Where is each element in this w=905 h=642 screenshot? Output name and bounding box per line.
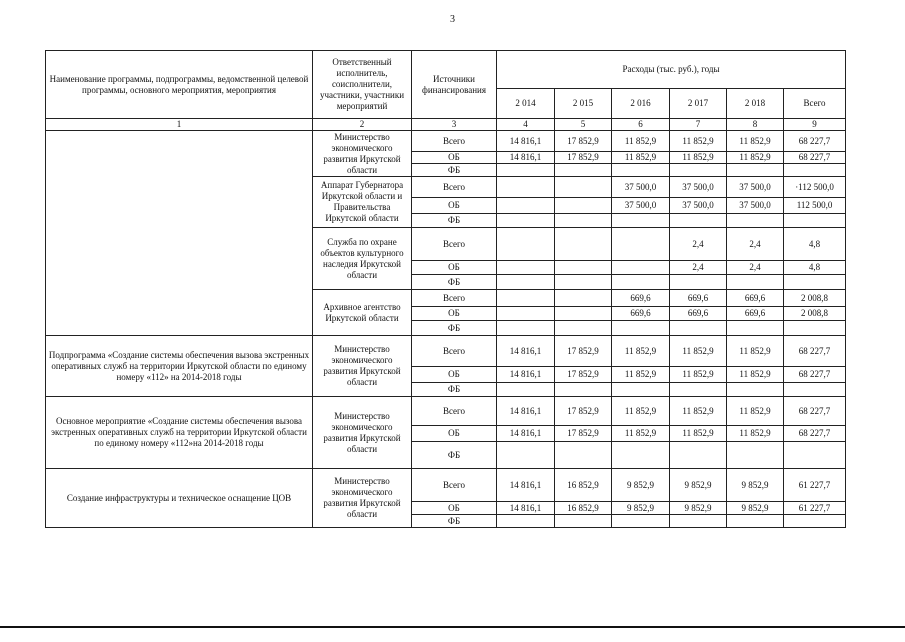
year-value-cell: 17 852,9 <box>555 426 612 442</box>
funding-source-cell: Всего <box>412 228 497 261</box>
year-value-cell <box>497 177 555 198</box>
year-value-cell: 37 500,0 <box>612 198 670 214</box>
year-value-cell <box>497 290 555 307</box>
year-value-cell <box>670 383 727 397</box>
year-value-cell: 11 852,9 <box>727 152 784 164</box>
year-value-cell <box>670 275 727 290</box>
year-value-cell: 14 816,1 <box>497 336 555 367</box>
year-value-cell <box>670 214 727 228</box>
table-row <box>46 397 846 426</box>
year-value-cell <box>555 290 612 307</box>
year-value-cell: 37 500,0 <box>727 198 784 214</box>
funding-source-cell: ОБ <box>412 502 497 515</box>
total-value-cell: 68 227,7 <box>784 152 846 164</box>
total-value-cell <box>784 275 846 290</box>
total-value-cell <box>784 383 846 397</box>
year-value-cell <box>497 383 555 397</box>
funding-source-cell: ОБ <box>412 152 497 164</box>
year-value-cell: 14 816,1 <box>497 131 555 152</box>
year-value-cell <box>497 164 555 177</box>
funding-source-cell: ФБ <box>412 515 497 528</box>
year-value-cell <box>497 275 555 290</box>
col-number: 2 <box>313 119 412 131</box>
funding-source-cell: ОБ <box>412 198 497 214</box>
funding-source-cell: ОБ <box>412 261 497 275</box>
total-value-cell: 4,8 <box>784 261 846 275</box>
funding-source-cell: ОБ <box>412 367 497 383</box>
budget-table <box>45 50 846 528</box>
year-value-cell: 2,4 <box>727 261 784 275</box>
program-name-cell <box>46 131 313 336</box>
year-value-cell: 11 852,9 <box>727 397 784 426</box>
year-value-cell: 14 816,1 <box>497 426 555 442</box>
year-value-cell: 37 500,0 <box>670 198 727 214</box>
year-value-cell: 669,6 <box>612 307 670 321</box>
funding-source-cell: Всего <box>412 177 497 198</box>
funding-source-cell: ФБ <box>412 383 497 397</box>
year-value-cell <box>555 177 612 198</box>
header-year: 2 018 <box>727 89 784 119</box>
header-year: 2 016 <box>612 89 670 119</box>
total-value-cell: 4,8 <box>784 228 846 261</box>
year-value-cell: 9 852,9 <box>727 469 784 502</box>
year-value-cell <box>670 515 727 528</box>
year-value-cell: 11 852,9 <box>670 426 727 442</box>
year-value-cell: 669,6 <box>727 307 784 321</box>
funding-source-cell: ФБ <box>412 321 497 336</box>
year-value-cell <box>497 515 555 528</box>
year-value-cell: 37 500,0 <box>670 177 727 198</box>
year-value-cell <box>612 164 670 177</box>
year-value-cell: 2,4 <box>727 228 784 261</box>
funding-source-cell: ФБ <box>412 275 497 290</box>
year-value-cell: 11 852,9 <box>727 131 784 152</box>
page-number: 3 <box>450 14 455 25</box>
year-value-cell: 9 852,9 <box>727 502 784 515</box>
funding-source-cell: Всего <box>412 290 497 307</box>
funding-source-cell: ФБ <box>412 164 497 177</box>
table-row <box>46 131 846 152</box>
year-value-cell <box>727 515 784 528</box>
executor-cell: Аппарат Губернатора Иркутской области и Правительства Иркутской области <box>313 177 412 228</box>
year-value-cell: 9 852,9 <box>612 502 670 515</box>
total-value-cell: 61 227,7 <box>784 469 846 502</box>
year-value-cell <box>612 275 670 290</box>
year-value-cell <box>555 515 612 528</box>
total-value-cell: 68 227,7 <box>784 367 846 383</box>
funding-source-cell: ОБ <box>412 307 497 321</box>
year-value-cell <box>555 275 612 290</box>
year-value-cell <box>727 214 784 228</box>
year-value-cell: 11 852,9 <box>612 367 670 383</box>
year-value-cell <box>727 321 784 336</box>
year-value-cell: 14 816,1 <box>497 469 555 502</box>
funding-source-cell: Всего <box>412 131 497 152</box>
total-value-cell: ·112 500,0 <box>784 177 846 198</box>
year-value-cell <box>497 198 555 214</box>
year-value-cell <box>727 275 784 290</box>
funding-source-cell: ОБ <box>412 426 497 442</box>
year-value-cell: 11 852,9 <box>727 336 784 367</box>
year-value-cell: 2,4 <box>670 261 727 275</box>
total-value-cell <box>784 442 846 469</box>
year-value-cell <box>727 383 784 397</box>
year-value-cell <box>670 164 727 177</box>
table-row <box>46 469 846 502</box>
year-value-cell: 14 816,1 <box>497 367 555 383</box>
total-value-cell <box>784 515 846 528</box>
year-value-cell <box>612 442 670 469</box>
year-value-cell <box>612 321 670 336</box>
year-value-cell: 16 852,9 <box>555 502 612 515</box>
header-name: Наименование программы, подпрограммы, ведомственной целевой программы, основного мероприятия, мероприятия <box>46 51 313 119</box>
year-value-cell <box>727 442 784 469</box>
col-number: 9 <box>784 119 846 131</box>
col-number: 5 <box>555 119 612 131</box>
year-value-cell <box>727 164 784 177</box>
funding-source-cell: ФБ <box>412 214 497 228</box>
col-number: 6 <box>612 119 670 131</box>
executor-cell: Министерство экономического развития Иркутской области <box>313 131 412 177</box>
col-number: 3 <box>412 119 497 131</box>
year-value-cell <box>555 383 612 397</box>
funding-source-cell: Всего <box>412 336 497 367</box>
year-value-cell: 11 852,9 <box>612 336 670 367</box>
year-value-cell <box>497 321 555 336</box>
year-value-cell: 11 852,9 <box>670 131 727 152</box>
year-value-cell <box>497 261 555 275</box>
year-value-cell <box>497 214 555 228</box>
year-value-cell: 17 852,9 <box>555 367 612 383</box>
total-value-cell: 112 500,0 <box>784 198 846 214</box>
header-year: 2 017 <box>670 89 727 119</box>
year-value-cell: 16 852,9 <box>555 469 612 502</box>
year-value-cell: 11 852,9 <box>612 426 670 442</box>
year-value-cell <box>670 442 727 469</box>
year-value-cell: 14 816,1 <box>497 397 555 426</box>
year-value-cell <box>555 261 612 275</box>
year-value-cell: 669,6 <box>670 290 727 307</box>
year-value-cell <box>612 214 670 228</box>
header-executor: Ответственный исполнитель, соисполнители, участники, участники мероприятий <box>313 51 412 119</box>
col-number: 7 <box>670 119 727 131</box>
year-value-cell <box>612 261 670 275</box>
funding-source-cell: Всего <box>412 397 497 426</box>
year-value-cell <box>555 228 612 261</box>
funding-source-cell: Всего <box>412 469 497 502</box>
year-value-cell: 11 852,9 <box>670 367 727 383</box>
total-value-cell <box>784 214 846 228</box>
year-value-cell: 669,6 <box>612 290 670 307</box>
year-value-cell: 14 816,1 <box>497 502 555 515</box>
year-value-cell: 11 852,9 <box>612 152 670 164</box>
year-value-cell <box>555 442 612 469</box>
program-name-cell: Создание инфраструктуры и техническое оснащение ЦОВ <box>46 469 313 528</box>
year-value-cell: 17 852,9 <box>555 152 612 164</box>
year-value-cell <box>555 321 612 336</box>
year-value-cell <box>555 214 612 228</box>
year-value-cell: 669,6 <box>670 307 727 321</box>
header-year: 2 014 <box>497 89 555 119</box>
executor-cell: Министерство экономического развития Иркутской области <box>313 469 412 528</box>
total-value-cell: 2 008,8 <box>784 307 846 321</box>
total-value-cell: 68 227,7 <box>784 131 846 152</box>
year-value-cell: 37 500,0 <box>727 177 784 198</box>
year-value-cell: 37 500,0 <box>612 177 670 198</box>
header-year-total: Всего <box>784 89 846 119</box>
year-value-cell <box>555 198 612 214</box>
year-value-cell: 11 852,9 <box>612 397 670 426</box>
year-value-cell: 14 816,1 <box>497 152 555 164</box>
total-value-cell: 2 008,8 <box>784 290 846 307</box>
year-value-cell: 2,4 <box>670 228 727 261</box>
year-value-cell <box>497 442 555 469</box>
total-value-cell: 68 227,7 <box>784 426 846 442</box>
header-year: 2 015 <box>555 89 612 119</box>
total-value-cell: 68 227,7 <box>784 336 846 367</box>
col-number: 4 <box>497 119 555 131</box>
table-row <box>46 336 846 367</box>
year-value-cell: 11 852,9 <box>727 426 784 442</box>
year-value-cell <box>670 321 727 336</box>
year-value-cell: 9 852,9 <box>612 469 670 502</box>
total-value-cell: 61 227,7 <box>784 502 846 515</box>
year-value-cell: 17 852,9 <box>555 336 612 367</box>
year-value-cell: 9 852,9 <box>670 502 727 515</box>
year-value-cell <box>555 164 612 177</box>
program-name-cell: Основное мероприятие «Создание системы обеспечения вызова экстренных оперативных служб на территории Иркутской области по единому номеру «112»на 2014-2018 годы <box>46 397 313 469</box>
executor-cell: Министерство экономического развития Иркутской области <box>313 397 412 469</box>
year-value-cell <box>497 307 555 321</box>
header-expenses: Расходы (тыс. руб.), годы <box>497 51 846 89</box>
executor-cell: Служба по охране объектов культурного наследия Иркутской области <box>313 228 412 290</box>
year-value-cell <box>612 515 670 528</box>
year-value-cell: 11 852,9 <box>727 367 784 383</box>
year-value-cell: 11 852,9 <box>670 397 727 426</box>
total-value-cell: 68 227,7 <box>784 397 846 426</box>
header-sources: Источники финансирования <box>412 51 497 119</box>
year-value-cell <box>555 307 612 321</box>
year-value-cell: 9 852,9 <box>670 469 727 502</box>
funding-source-cell: ФБ <box>412 442 497 469</box>
year-value-cell: 17 852,9 <box>555 131 612 152</box>
year-value-cell: 11 852,9 <box>612 131 670 152</box>
executor-cell: Архивное агентство Иркутской области <box>313 290 412 336</box>
year-value-cell: 17 852,9 <box>555 397 612 426</box>
year-value-cell: 11 852,9 <box>670 336 727 367</box>
year-value-cell: 669,6 <box>727 290 784 307</box>
year-value-cell <box>612 228 670 261</box>
total-value-cell <box>784 321 846 336</box>
col-number: 8 <box>727 119 784 131</box>
total-value-cell <box>784 164 846 177</box>
col-number: 1 <box>46 119 313 131</box>
year-value-cell <box>612 383 670 397</box>
executor-cell: Министерство экономического развития Иркутской области <box>313 336 412 397</box>
year-value-cell <box>497 228 555 261</box>
year-value-cell: 11 852,9 <box>670 152 727 164</box>
program-name-cell: Подпрограмма «Создание системы обеспечения вызова экстренных оперативных служб на территории Иркутской области по единому номеру «112» на 2014-2018 годы <box>46 336 313 397</box>
